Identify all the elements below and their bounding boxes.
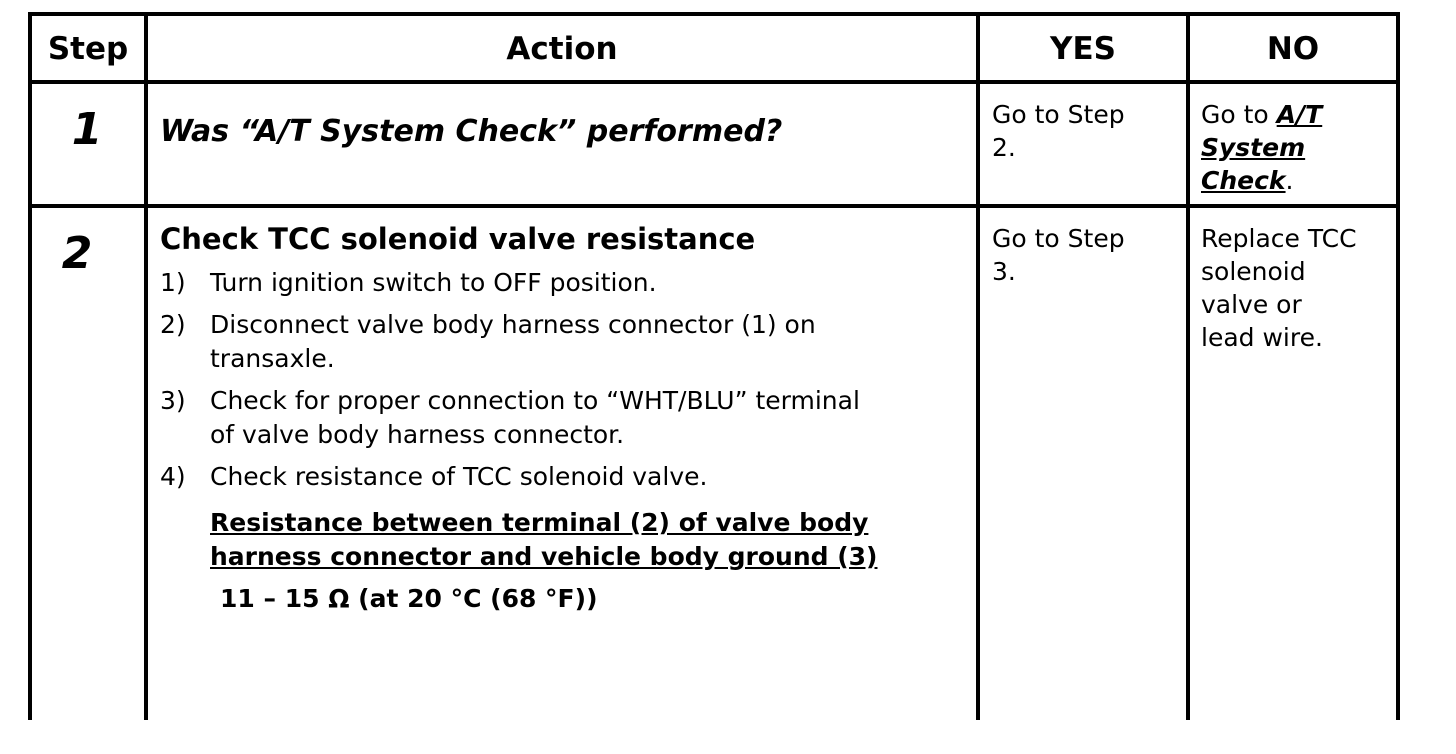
item-text-line2: transaxle. xyxy=(210,344,335,373)
step2-yes-line2: 3. xyxy=(992,257,1016,286)
step2-no-line: solenoid xyxy=(1201,257,1306,286)
col-divider-yes-no xyxy=(1186,12,1190,720)
table-right-border xyxy=(1396,12,1400,720)
step1-yes-line1: Go to Step xyxy=(992,100,1125,129)
step1-no xyxy=(1201,98,1322,197)
step2-title: Check TCC solenoid valve resistance xyxy=(160,222,756,256)
step1-no-prefix: Go to xyxy=(1201,100,1277,129)
step2-no-line: Replace TCC xyxy=(1201,224,1357,253)
step2-yes xyxy=(992,222,1125,288)
header-action: Action xyxy=(506,31,618,67)
item-text-line1: Disconnect valve body harness connector (1) on xyxy=(210,310,816,339)
step-number-2: 2 xyxy=(61,228,93,279)
header-yes: YES xyxy=(1050,31,1116,67)
header-step: Step xyxy=(47,31,129,67)
item-number: 4) xyxy=(160,462,186,491)
item-text-line1: Turn ignition switch to OFF position. xyxy=(210,268,657,297)
step2-no-line: valve or xyxy=(1201,290,1302,319)
step-number-1: 1 xyxy=(71,104,103,155)
resistance-spec-line2: harness connector and vehicle body ground (3) xyxy=(210,542,878,571)
item-text-line2: of valve body harness connector. xyxy=(210,420,625,449)
col-divider-step-action xyxy=(144,12,148,720)
step2-yes-line1: Go to Step xyxy=(992,224,1125,253)
resistance-spec-line1: Resistance between terminal (2) of valve body xyxy=(210,508,869,537)
item-number: 2) xyxy=(160,310,186,339)
step2-no xyxy=(1201,222,1357,354)
at-system-check-link[interactable]: A/T xyxy=(1276,100,1323,129)
resistance-value: 11 – 15 Ω (at 20 °C (68 °F)) xyxy=(220,584,598,613)
col-divider-action-yes xyxy=(976,12,980,720)
item-number: 3) xyxy=(160,386,186,415)
item-text-line1: Check resistance of TCC solenoid valve. xyxy=(210,462,708,491)
step1-no-suffix: . xyxy=(1285,166,1294,195)
header-no: NO xyxy=(1266,31,1320,67)
step1-question: Was “A/T System Check” performed? xyxy=(160,114,783,149)
step1-yes-line2: 2. xyxy=(992,133,1016,162)
at-system-check-link-line2[interactable]: System xyxy=(1201,133,1306,162)
step1-yes xyxy=(992,98,1125,164)
at-system-check-link-line3[interactable]: Check xyxy=(1201,166,1286,195)
row1-bottom-border xyxy=(28,204,1400,208)
item-number: 1) xyxy=(160,268,186,297)
step2-no-line: lead wire. xyxy=(1201,323,1323,352)
item-text-line1: Check for proper connection to “WHT/BLU” terminal xyxy=(210,386,860,415)
